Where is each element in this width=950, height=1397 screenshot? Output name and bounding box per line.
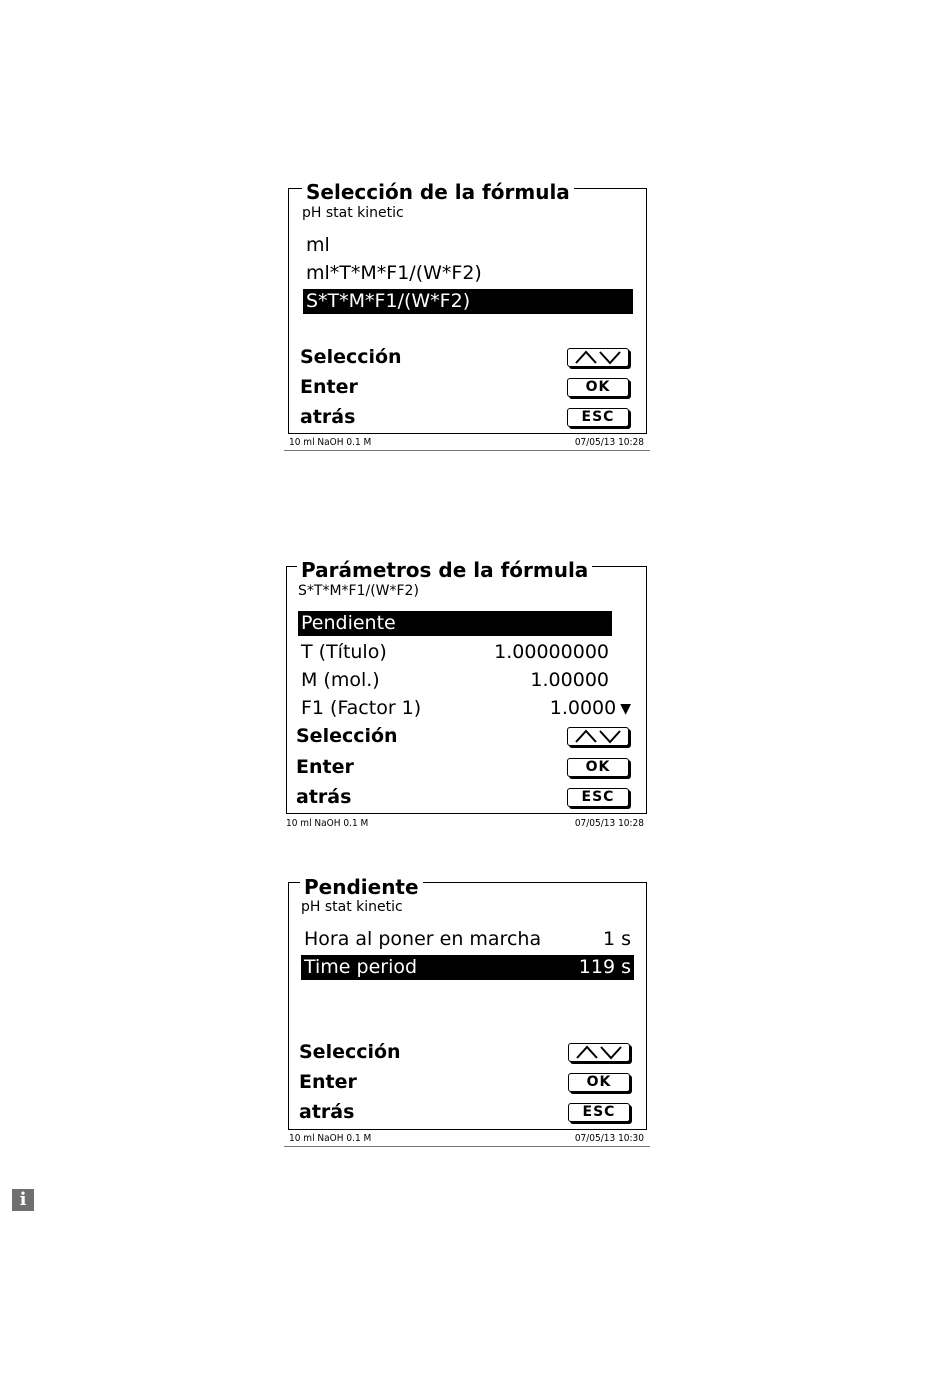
screen-title: Pendiente [300, 876, 423, 898]
ok-key[interactable]: OK [568, 1073, 630, 1092]
formula-parameters-screen [284, 558, 650, 832]
param-row-selected[interactable]: Pendiente [298, 611, 612, 636]
status-reagent: 10 ml NaOH 0.1 M [289, 437, 372, 448]
formula-option-selected[interactable]: S*T*M*F1/(W*F2) [303, 289, 633, 314]
status-datetime: 07/05/13 10:30 [574, 1133, 644, 1144]
select-label: Selección [296, 725, 398, 747]
param-row[interactable]: Hora al poner en marcha 1 s [304, 928, 631, 950]
up-down-key[interactable] [568, 1043, 630, 1062]
status-divider [284, 1146, 650, 1147]
screen-subtitle: pH stat kinetic [302, 205, 404, 221]
back-label: atrás [299, 1101, 355, 1123]
esc-key[interactable]: ESC [567, 788, 629, 807]
ok-key[interactable]: OK [567, 758, 629, 777]
formula-option[interactable]: ml*T*M*F1/(W*F2) [306, 262, 482, 284]
info-icon: i [12, 1189, 34, 1211]
esc-key[interactable]: ESC [567, 408, 629, 427]
up-down-arrows-icon [573, 729, 623, 744]
back-label: atrás [300, 406, 356, 428]
up-down-key[interactable] [567, 348, 629, 367]
status-datetime: 07/05/13 10:28 [574, 437, 644, 448]
screen-title: Selección de la fórmula [302, 181, 574, 203]
param-row[interactable]: M (mol.) 1.00000 [301, 669, 609, 691]
status-reagent: 10 ml NaOH 0.1 M [289, 1133, 372, 1144]
up-down-key[interactable] [567, 727, 629, 746]
up-down-arrows-icon [573, 350, 623, 365]
param-row-selected[interactable]: Time period 119 s [301, 955, 634, 980]
status-reagent: 10 ml NaOH 0.1 M [286, 818, 369, 829]
status-datetime: 07/05/13 10:28 [574, 818, 644, 829]
scroll-down-icon: ▼ [620, 701, 631, 717]
screen-subtitle: S*T*M*F1/(W*F2) [298, 583, 419, 599]
formula-option[interactable]: ml [306, 234, 330, 256]
formula-selection-screen [284, 180, 650, 452]
enter-label: Enter [296, 756, 354, 778]
ok-key[interactable]: OK [567, 378, 629, 397]
back-label: atrás [296, 786, 352, 808]
select-label: Selección [300, 346, 402, 368]
esc-key[interactable]: ESC [568, 1103, 630, 1122]
param-row[interactable]: F1 (Factor 1) 1.0000 ▼ [298, 696, 634, 721]
screen-subtitle: pH stat kinetic [301, 899, 403, 915]
enter-label: Enter [300, 376, 358, 398]
enter-label: Enter [299, 1071, 357, 1093]
param-row[interactable]: T (Título) 1.00000000 [301, 641, 609, 663]
slope-screen [284, 874, 650, 1148]
screen-title: Parámetros de la fórmula [297, 559, 592, 581]
select-label: Selección [299, 1041, 401, 1063]
up-down-arrows-icon [574, 1045, 624, 1060]
status-divider [284, 450, 650, 451]
